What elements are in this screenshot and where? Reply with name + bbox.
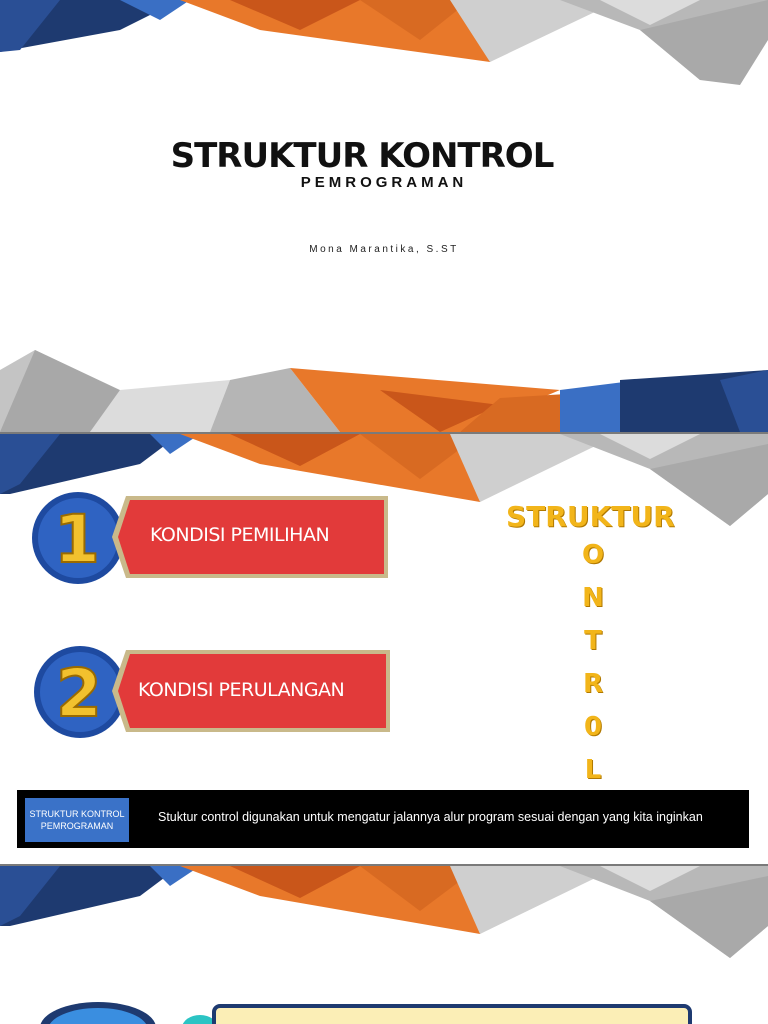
caption-bar [17, 790, 749, 848]
page-subtitle: PEMROGRAMAN [300, 174, 468, 191]
vertical-word-struktur: STRUKTUR [506, 500, 675, 533]
option-label-pemilihan: KONDISI PEMILIHAN [150, 524, 330, 546]
vertical-letter: T [584, 626, 602, 656]
slide-title [0, 0, 768, 432]
slide-partial [0, 866, 768, 1024]
vertical-letter: O [581, 540, 605, 570]
caption-text: Stuktur control digunakan untuk mengatur jalannya alur program sesuai dengan yang kita inginkan [158, 810, 703, 824]
circle-badge-icon [40, 1000, 160, 1024]
caption-title-box: STRUKTUR KONTROL PEMROGRAMAN [25, 798, 129, 842]
svg-text:1: 1 [54, 501, 100, 578]
svg-text:2: 2 [56, 655, 102, 732]
content-box [212, 1004, 692, 1024]
vertical-letter: N [582, 583, 604, 613]
top-polygon-decoration [0, 866, 768, 966]
vertical-letter: 0 [583, 712, 603, 742]
bottom-polygon-decoration [0, 350, 768, 432]
option-label-perulangan: KONDISI PERULANGAN [138, 679, 345, 701]
vertical-letter: L [584, 755, 602, 785]
author-name: Mona Marantika, S.ST [309, 244, 459, 255]
top-polygon-decoration [0, 0, 768, 90]
vertical-letter: R [582, 669, 604, 699]
page-title: STRUKTUR KONTROL [170, 136, 554, 176]
slide-content [0, 434, 768, 864]
